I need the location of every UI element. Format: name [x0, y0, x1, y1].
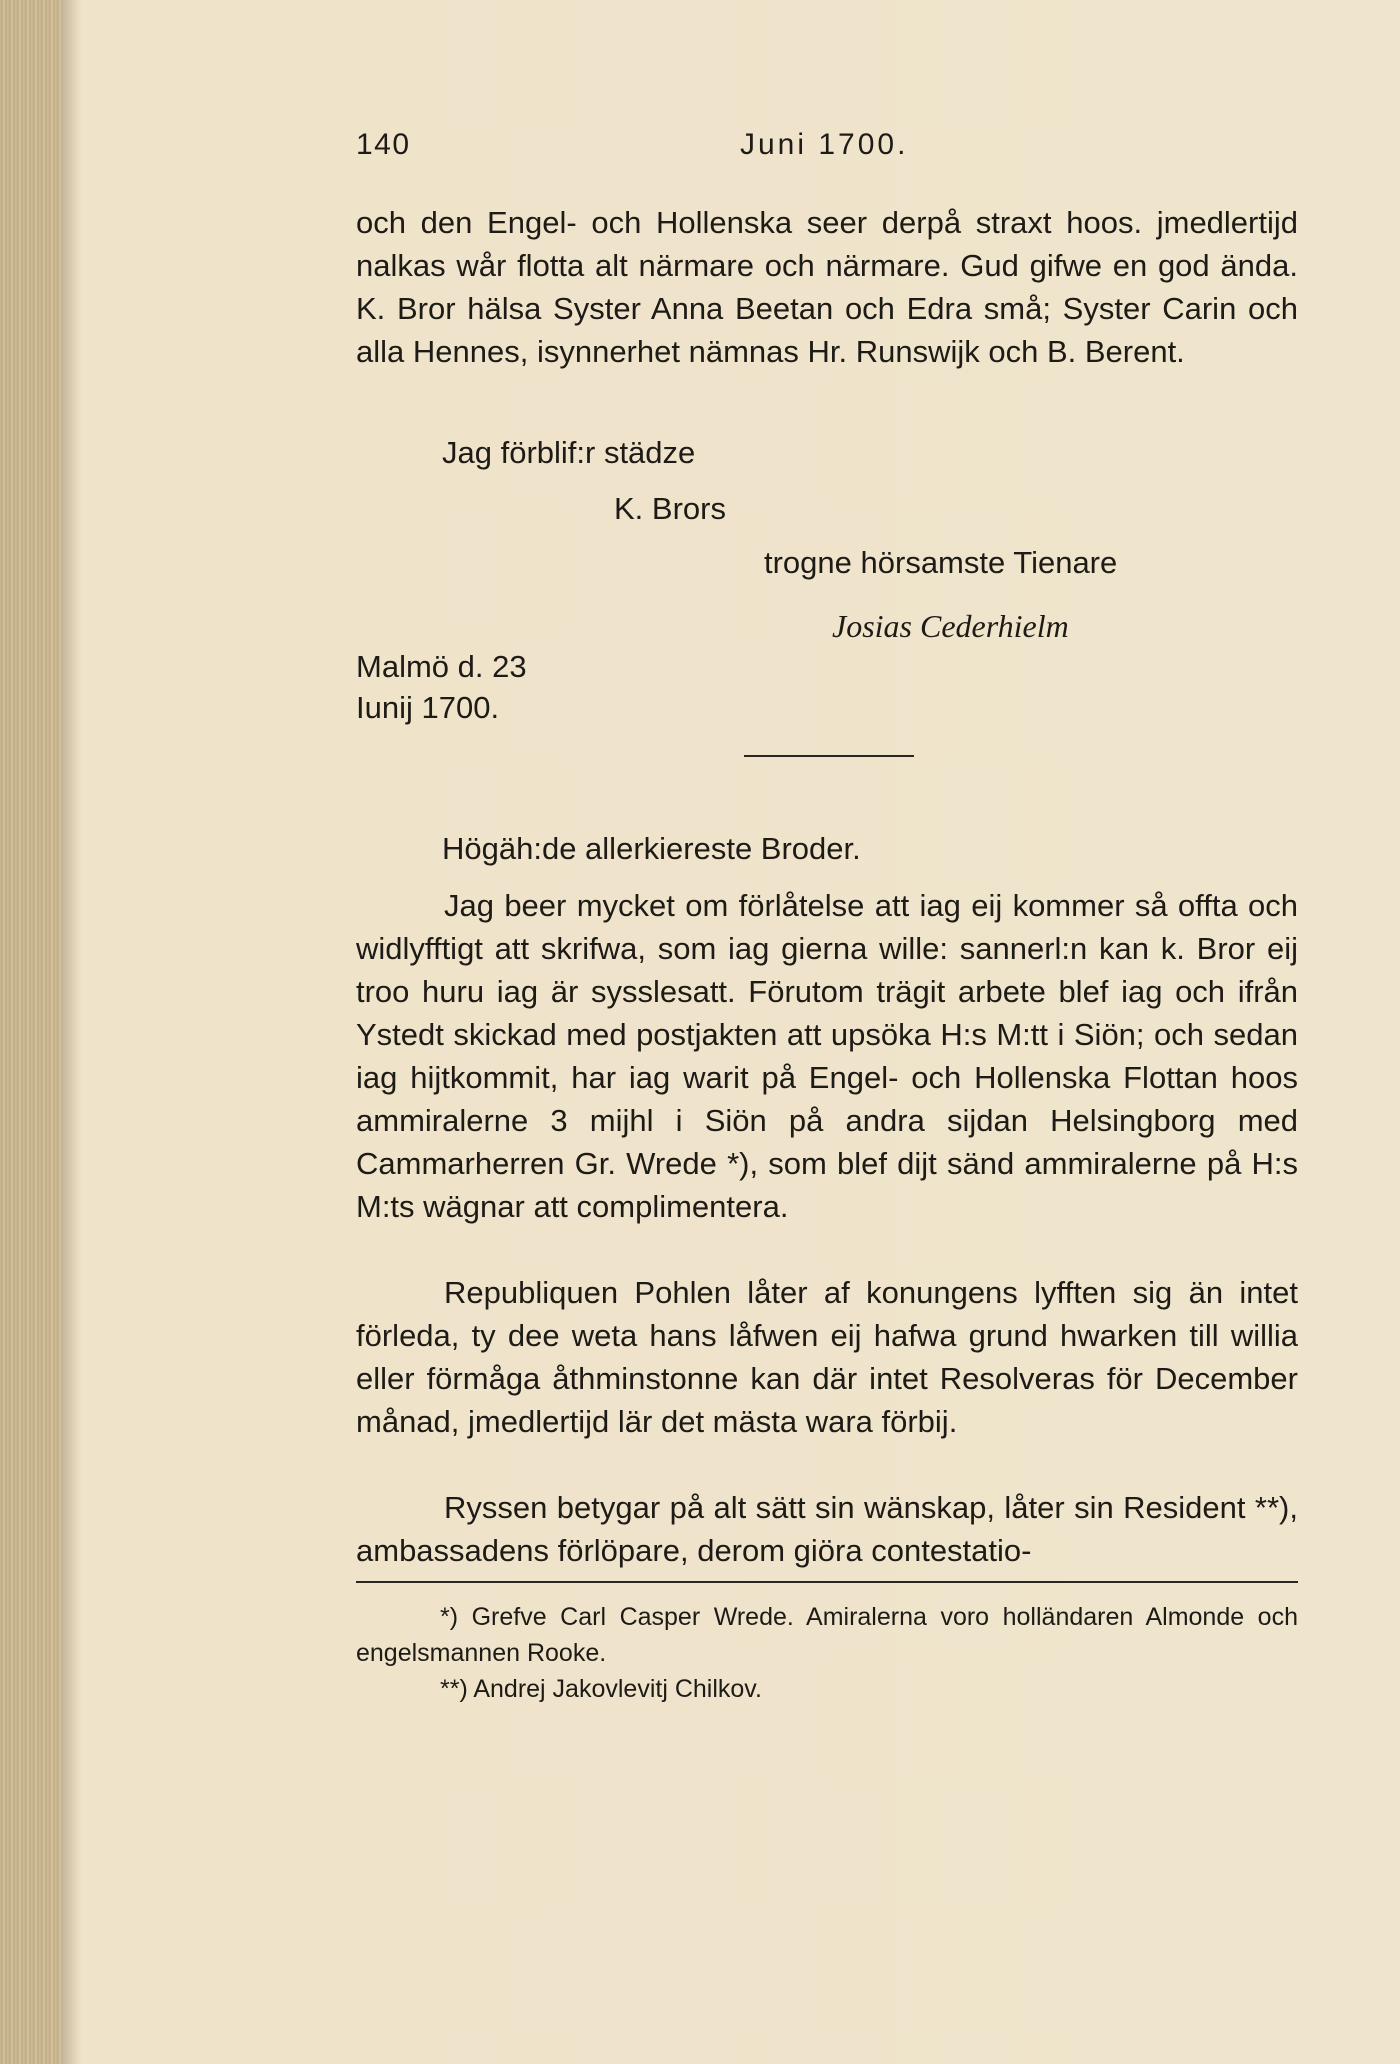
- footnote-rule: [356, 1581, 1298, 1583]
- letter1-closing-paragraph: och den Engel- och Hollenska seer derpå straxt hoos. jmedlertijd nalkas wår flotta alt närmare och närmare. Gud gifwe en god ända. K. Bror hälsa Syster Anna Beetan och Edra små; Syster Carin och alla Hennes, isynnerhet nämnas Hr. Runswijk och B. Berent.: [356, 205, 1298, 369]
- letter2-paragraph-3: Ryssen betygar på alt sätt sin wänskap, låter sin Resident **), ambassadens förlöpare, derom giöra contestatio-: [356, 1490, 1298, 1568]
- place-date-line-1: Malmö d. 23: [356, 649, 527, 684]
- page-header: [356, 128, 1306, 172]
- place-date-line-2: Iunij 1700.: [356, 690, 500, 725]
- running-head: Juni 1700.: [740, 128, 909, 161]
- letter-separator: [744, 755, 914, 757]
- footnote-1: *) Grefve Carl Casper Wrede. Amiralerna voro holländaren Almonde och engelsmannen Rooke.: [356, 1603, 1298, 1667]
- salutation: Högäh:de allerkiereste Broder.: [442, 831, 861, 866]
- valediction-3: trogne hörsamste Tienare: [764, 545, 1118, 580]
- letter2-paragraph-2: Republiquen Pohlen låter af konungens lyfften sig än intet förleda, ty dee weta hans låfwen eij hafwa grund hwarken till willia eller förmåga åthminstonne kan där intet Resolveras för December månad, jmedlertijd lär det mästa wara förbij.: [356, 1275, 1298, 1439]
- page-number: 140: [356, 128, 411, 161]
- book-spine: [0, 0, 62, 2064]
- valediction: Jag förblif:r städze: [442, 435, 696, 470]
- signature: Josias Cederhielm: [832, 608, 1069, 644]
- letter2-paragraph-1: Jag beer mycket om förlåtelse att iag eij kommer så offta och widlyfftigt att skrifwa, som iag gierna wille: sannerl:n kan k. Bror eij troo huru iag är sysslesatt. Förutom trägit arbete blef iag och ifrån Ystedt skickad med postjakten att upsöka H:s M:tt i Siön; och sedan iag hijtkommit, har iag warit på Engel- och Hollenska Flottan hoos ammiralerne 3 mijhl i Siön på andra sijdan Helsingborg med Cammarherren Gr. Wrede *), som blef dijt sänd ammiralerne på H:s M:ts wägnar att complimentera.: [356, 888, 1298, 1224]
- spine-shadow: [62, 0, 82, 2064]
- footnote-2: **) Andrej Jakovlevitj Chilkov.: [440, 1675, 762, 1703]
- valediction-2: K. Brors: [614, 491, 726, 526]
